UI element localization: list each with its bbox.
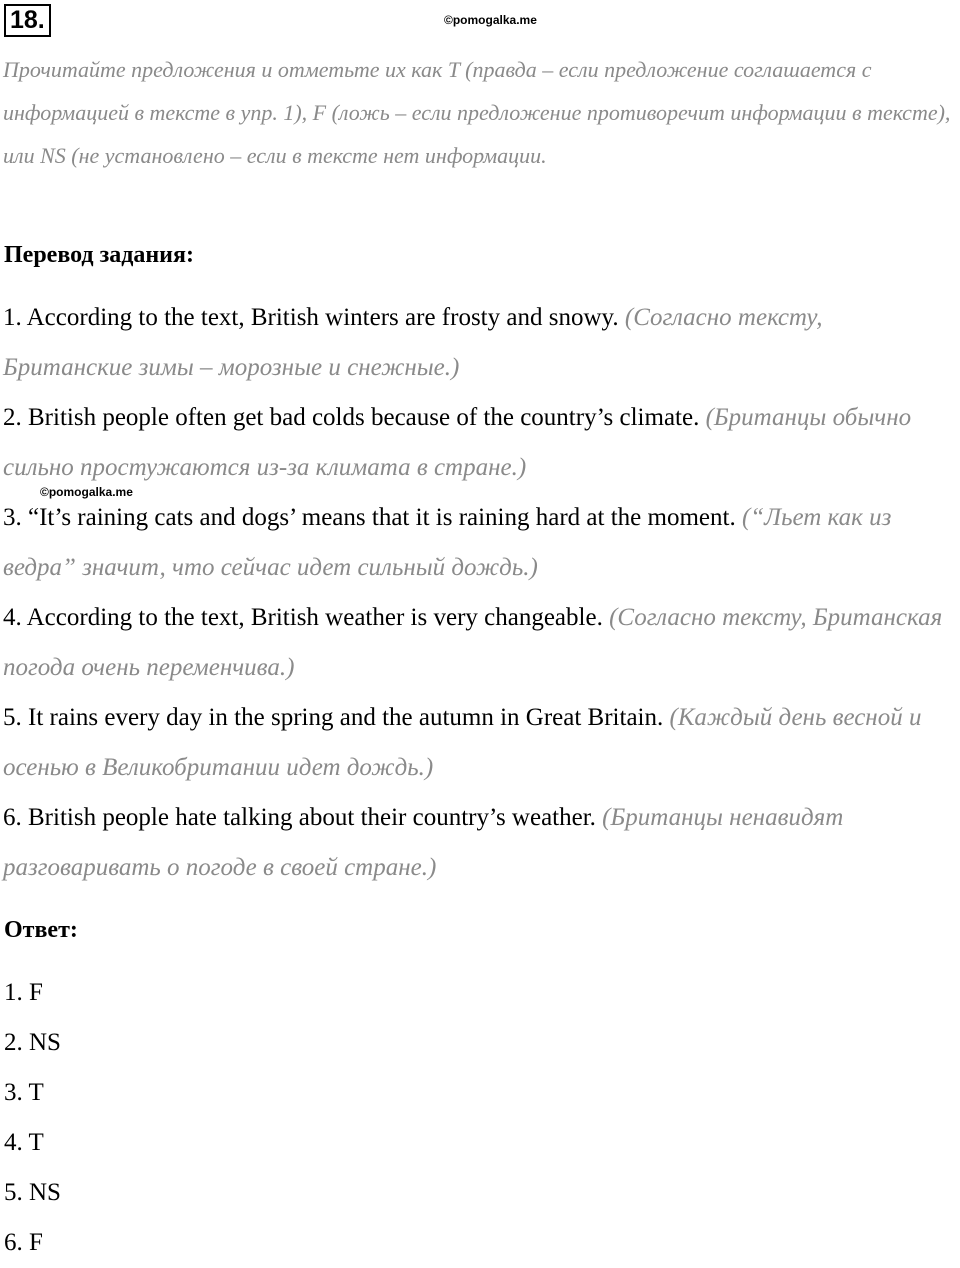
statement-item: [3, 293, 958, 393]
statement-translation: (Согласно тексту, Британская погода очень переменчива.): [3, 604, 943, 681]
statement-translation: (“Льет как из ведра” значит, что сейчас идет сильный дождь.): [3, 504, 892, 581]
answer-item: 2. NS: [4, 1029, 61, 1056]
task-instruction: Прочитайте предложения и отметьте их как T (правда – если предложение соглашается с информацией в тексте в упр. 1), F (ложь – если предложение противоречит информации в тексте), или NS (не установлено – если в тексте нет информации.: [3, 57, 951, 168]
statement-translation: (Каждый день весной и осенью в Великобритании идет дождь.): [3, 704, 922, 781]
translation-heading: Перевод задания:: [4, 242, 194, 268]
statement-item: [3, 693, 958, 793]
statement-item: [3, 593, 958, 693]
watermark-middle: ©pomogalka.me: [40, 485, 133, 499]
statement-translation: (Согласно тексту, Британские зимы – морозные и снежные.): [3, 304, 823, 381]
answer-list: [4, 968, 61, 1268]
statement-item: [3, 793, 958, 893]
statement-english: 4. According to the text, British weather is very changeable.: [3, 604, 603, 631]
task-number: 18.: [4, 4, 51, 37]
answer-item: 5. NS: [4, 1179, 61, 1206]
statement-translation: (Британцы ненавидят разговаривать о погоде в своей стране.): [3, 804, 844, 881]
answer-item: 4. T: [4, 1129, 44, 1156]
statement-list: [3, 293, 958, 893]
statement-english: 2. British people often get bad colds because of the country’s climate.: [3, 404, 700, 431]
statement-english: 6. British people hate talking about their country’s weather.: [3, 804, 596, 831]
answer-item: 3. T: [4, 1079, 44, 1106]
statement-english: 5. It rains every day in the spring and the autumn in Great Britain.: [3, 704, 664, 731]
answer-item: 6. F: [4, 1229, 43, 1256]
answer-heading: Ответ:: [4, 917, 78, 943]
statement-translation: (Британцы обычно сильно простужаются из-за климата в стране.): [3, 404, 912, 481]
statement-english: 3. “It’s raining cats and dogs’ means that it is raining hard at the moment.: [3, 504, 736, 531]
statement-item: [3, 393, 958, 493]
answer-item: 1. F: [4, 979, 43, 1006]
statement-item: [3, 493, 958, 593]
statement-english: 1. According to the text, British winters are frosty and snowy.: [3, 304, 619, 331]
watermark-top: ©pomogalka.me: [444, 13, 537, 27]
